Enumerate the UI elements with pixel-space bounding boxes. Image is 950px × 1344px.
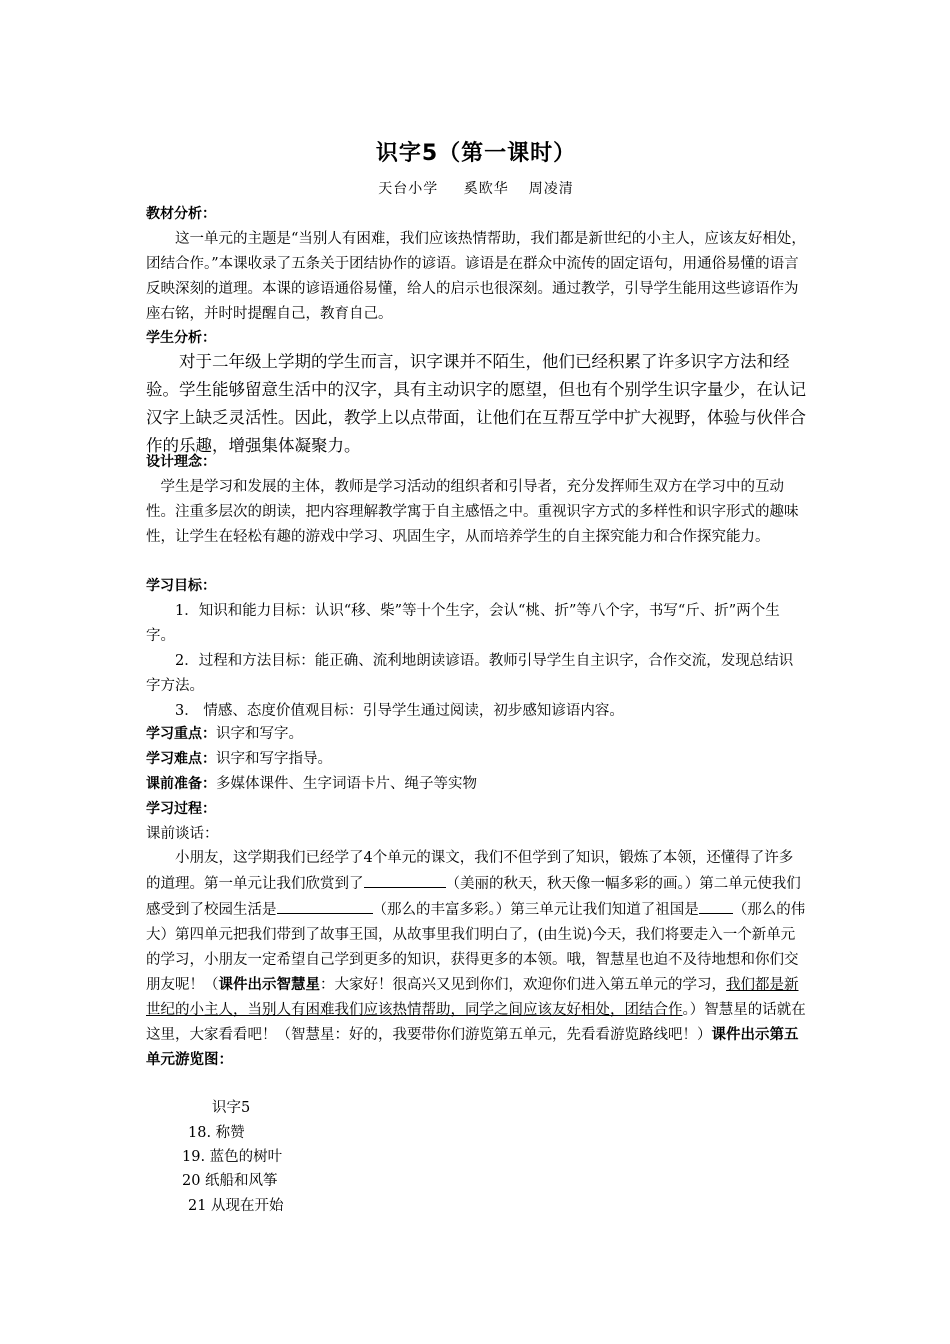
section-heading: 学习目标： bbox=[146, 578, 216, 594]
material-section bbox=[146, 202, 806, 327]
focus-label: 学习重点： bbox=[146, 726, 216, 742]
pretalk-label: 课前谈话： bbox=[146, 826, 219, 842]
author-line bbox=[146, 178, 806, 198]
goal-item: 3． 情感、态度价值观目标：引导学生通过阅读，初步感知谚语内容。 bbox=[175, 703, 624, 719]
route-item: 21 从现在开始 bbox=[188, 1198, 284, 1214]
focus-line bbox=[146, 722, 806, 747]
talk-text: （那么的丰富多彩。）第三单元让我们知道了祖国是 bbox=[372, 902, 699, 918]
courseware-note: 课件出示智慧星 bbox=[218, 977, 320, 993]
section-paragraph: 对于二年级上学期的学生而言，识字课并不陌生，他们已经积累了许多识字方法和经验。学生能够留意生活中的汉字，具有主动识字的愿望，但也有个别学生识字量少，在认记汉字上缺乏灵活性。因此，教学上以点带面，让他们在互帮互学中扩大视野，体验与伙伴合作的乐趣，增强集体凝聚力。 bbox=[146, 352, 806, 455]
fill-blank bbox=[699, 897, 733, 914]
section-paragraph bbox=[146, 846, 806, 1073]
prep-line bbox=[146, 772, 806, 797]
page-title: 识字5（第一课时） bbox=[375, 141, 577, 166]
talk-text: 。）智慧星的话就在这里，大家看看吧！（智慧星：好的，我要带你们游览第五单元，先看看游览路线吧！） bbox=[146, 1002, 806, 1043]
talk-text: （美丽的秋天，秋天像一幅多彩的画。）第二单元使我们感受到了校园生活是 bbox=[146, 876, 801, 918]
prep-text: 多媒体课件、生字词语卡片、绳子等实物 bbox=[216, 776, 477, 792]
section-paragraph: 这一单元的主题是“当别人有困难，我们应该热情帮助，我们都是新世纪的小主人，应该友好相处，团结合作。”本课收录了五条关于团结协作的谚语。谚语是在群众中流传的固定语句，用通俗易懂的语言反映深刻的道理。本课的谚语通俗易懂，给人的启示也很深刻。通过教学，引导学生能用这些谚语作为座右铭，并时时提醒自己，教育自己。 bbox=[146, 231, 806, 322]
fill-blank bbox=[277, 897, 373, 914]
fill-blank bbox=[364, 871, 446, 888]
difficulty-text: 识字和写字指导。 bbox=[216, 751, 332, 767]
student-section-body bbox=[146, 348, 806, 460]
route-item: 识字5 bbox=[212, 1100, 251, 1116]
talk-paragraph bbox=[146, 846, 806, 1073]
author-name: 奚欧华 bbox=[463, 181, 509, 197]
underlined-text: 我们都是新世纪的小主人，当别人有困难我们应该热情帮助，同学之间应该友好相处，团结合作 bbox=[146, 977, 799, 1018]
talk-text: （那么的伟大）第四单元把我们带到了故事王国，从故事里我们明白了，(由生说)今天，我们将要走入一个新单元的学习，小朋友一定希望自己学到更多的知识，获得更多的本领。哦，智慧星也迫不及待地想和你们交朋友呢！（ bbox=[146, 902, 806, 993]
route-item: 18. 称赞 bbox=[188, 1125, 245, 1141]
courseware-note: 课件出示第五单元游览图： bbox=[146, 1027, 799, 1068]
goal-item: 2．过程和方法目标：能正确、流利地朗读谚语。教师引导学生自主识字，合作交流，发现总结识字方法。 bbox=[146, 653, 794, 694]
difficulty-label: 学习难点： bbox=[146, 751, 216, 767]
goal-item: 1．知识和能力目标：认识“移、柴”等十个生字，会认“桃、折”等八个字，书写“斤、折”两个生字。 bbox=[146, 603, 780, 644]
route-item: 19. 蓝色的树叶 bbox=[182, 1149, 283, 1165]
goals-section bbox=[146, 574, 806, 724]
section-heading: 学生分析： bbox=[146, 330, 216, 346]
section-heading: 学习过程： bbox=[146, 801, 216, 817]
route-item: 20 纸船和风筝 bbox=[182, 1173, 278, 1189]
difficulty-line bbox=[146, 747, 806, 772]
focus-text: 识字和写字。 bbox=[216, 726, 303, 742]
school-name: 天台小学 bbox=[378, 181, 439, 197]
prep-label: 课前准备： bbox=[146, 776, 216, 792]
talk-text: ：大家好！很高兴又见到你们，欢迎你们进入第五单元的学习， bbox=[320, 977, 726, 993]
section-heading: 教材分析： bbox=[146, 206, 216, 222]
section-heading: 设计理念： bbox=[146, 454, 216, 470]
design-section bbox=[146, 450, 806, 550]
talk-text: 小朋友，这学期我们已经学了4个单元的课文，我们不但学到了知识，锻炼了本领，还懂得了许多的道理。第一单元让我们欣赏到了 bbox=[146, 850, 794, 892]
key-points bbox=[146, 722, 806, 847]
author-name: 周凌清 bbox=[528, 181, 574, 197]
section-paragraph: 学生是学习和发展的主体，教师是学习活动的组织者和引导者，充分发挥师生双方在学习中的互动性。注重多层次的朗读，把内容理解教学寓于自主感悟之中。重视识字方式的多样性和识字形式的趣味性，让学生在轻松有趣的游戏中学习、巩固生字，从而培养学生的自主探究能力和合作探究能力。 bbox=[146, 479, 799, 545]
